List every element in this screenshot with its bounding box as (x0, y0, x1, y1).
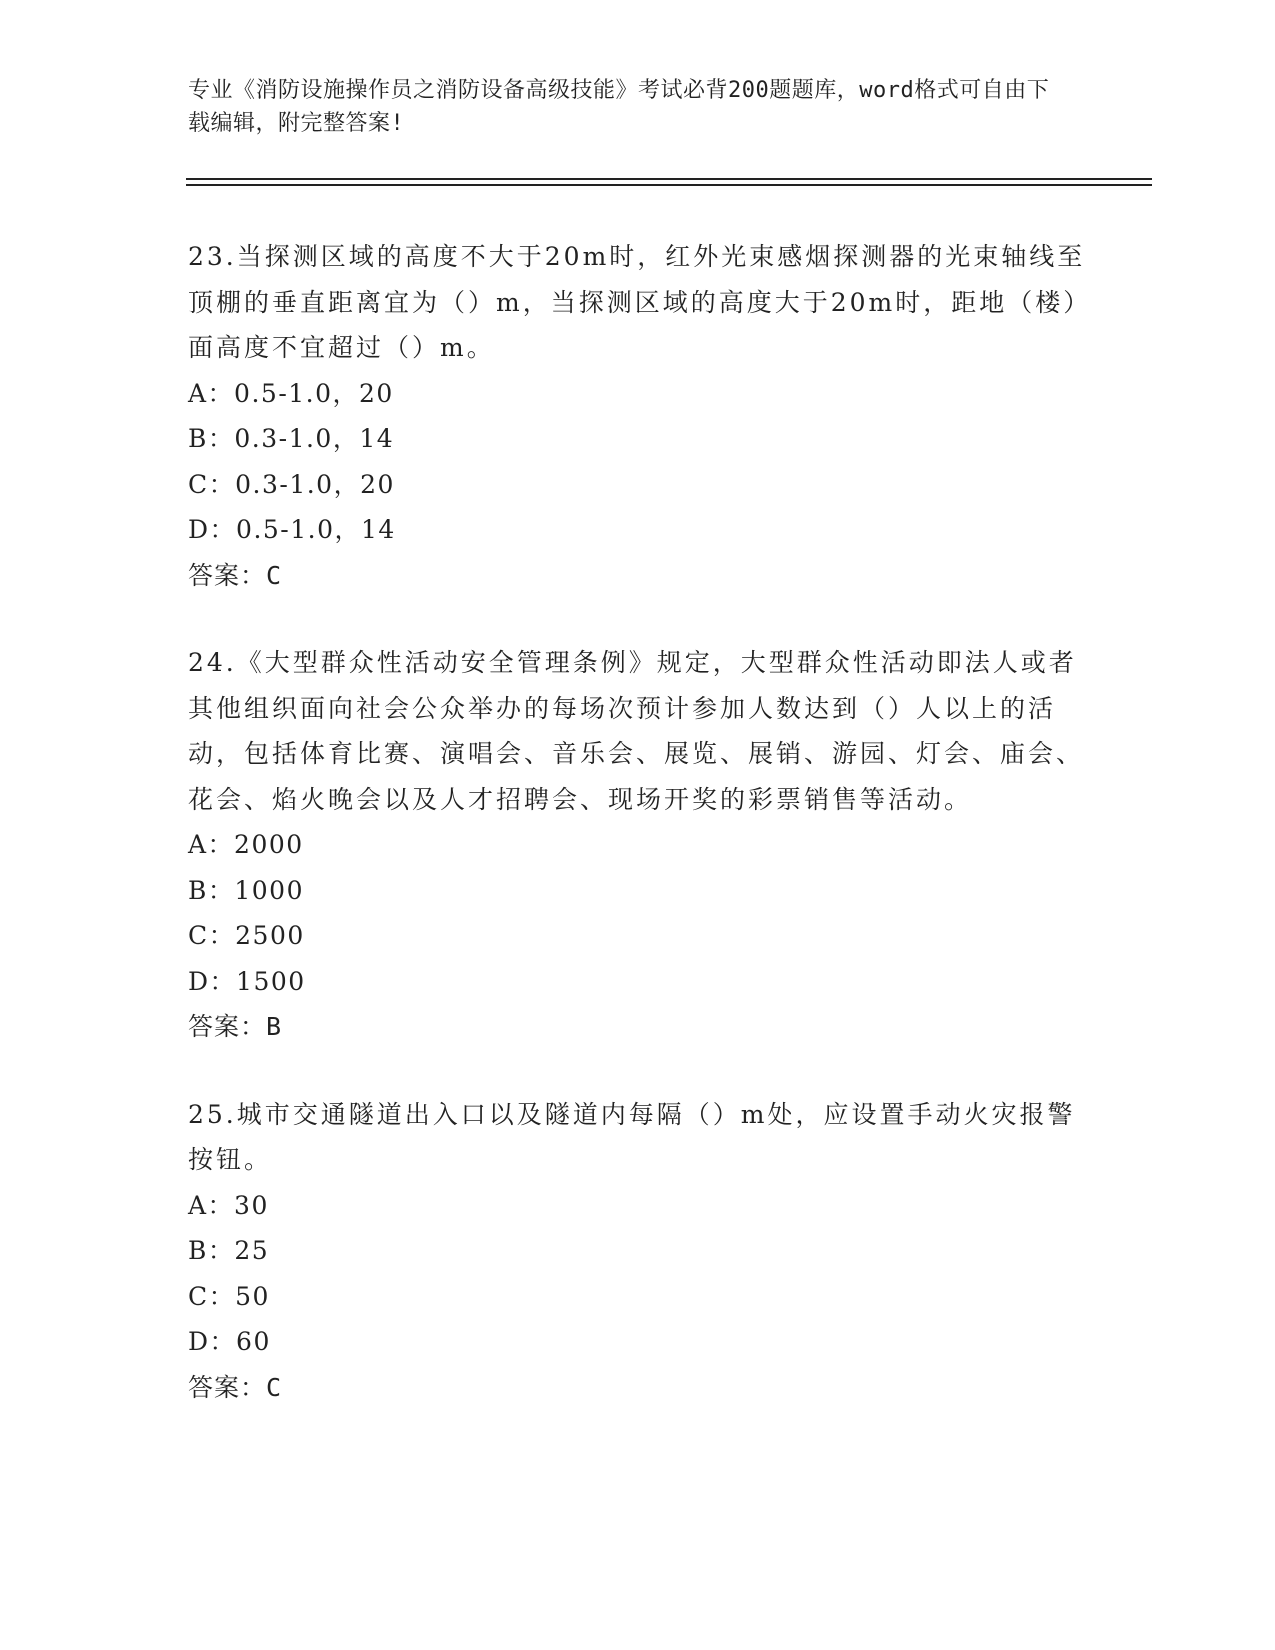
question-text: 24.《大型群众性活动安全管理条例》规定，大型群众性活动即法人或者其他组织面向社会公众举办的每场次预计参加人数达到（）人以上的活动，包括体育比赛、演唱会、音乐会、展览、展销、游园、灯会、庙会、花会、焰火晚会以及人才招聘会、现场开奖的彩票销售等活动。 (188, 648, 1085, 814)
option-b: B：1000 (188, 875, 304, 905)
option-d: D：0.5-1.0，14 (188, 515, 396, 544)
option-d: D：60 (188, 1327, 271, 1356)
document-header: 专业《消防设施操作员之消防设备高级技能》考试必背200题题库，word格式可自由下载编辑，附完整答案! (188, 78, 1050, 136)
question-text: 23.当探测区域的高度不大于20m时，红外光束感烟探测器的光束轴线至顶棚的垂直距离宜为（）m，当探测区域的高度大于20m时，距地（楼）面高度不宜超过（）m。 (188, 242, 1086, 362)
option-c: C：50 (188, 1281, 270, 1311)
question-24 (188, 640, 1088, 1050)
option-d: D：1500 (188, 966, 306, 996)
option-c: C：0.3-1.0，20 (188, 469, 395, 499)
option-b: B：25 (188, 1236, 270, 1265)
answer: 答案：C (188, 560, 283, 590)
answer: 答案：B (188, 1012, 283, 1041)
answer: 答案：C (188, 1372, 283, 1402)
option-a: A：30 (188, 1190, 269, 1220)
question-text: 25.城市交通隧道出入口以及隧道内每隔（）m处，应设置手动火灾报警按钮。 (188, 1099, 1076, 1174)
question-25 (188, 1092, 1088, 1411)
question-23 (188, 234, 1088, 598)
option-b: B：0.3-1.0，14 (188, 424, 395, 453)
header-divider-bottom (186, 184, 1152, 186)
question-list (188, 234, 1088, 1452)
header-divider-top (186, 178, 1152, 180)
option-a: A：0.5-1.0，20 (188, 378, 394, 408)
option-c: C：2500 (188, 921, 305, 950)
option-a: A：2000 (188, 830, 304, 859)
